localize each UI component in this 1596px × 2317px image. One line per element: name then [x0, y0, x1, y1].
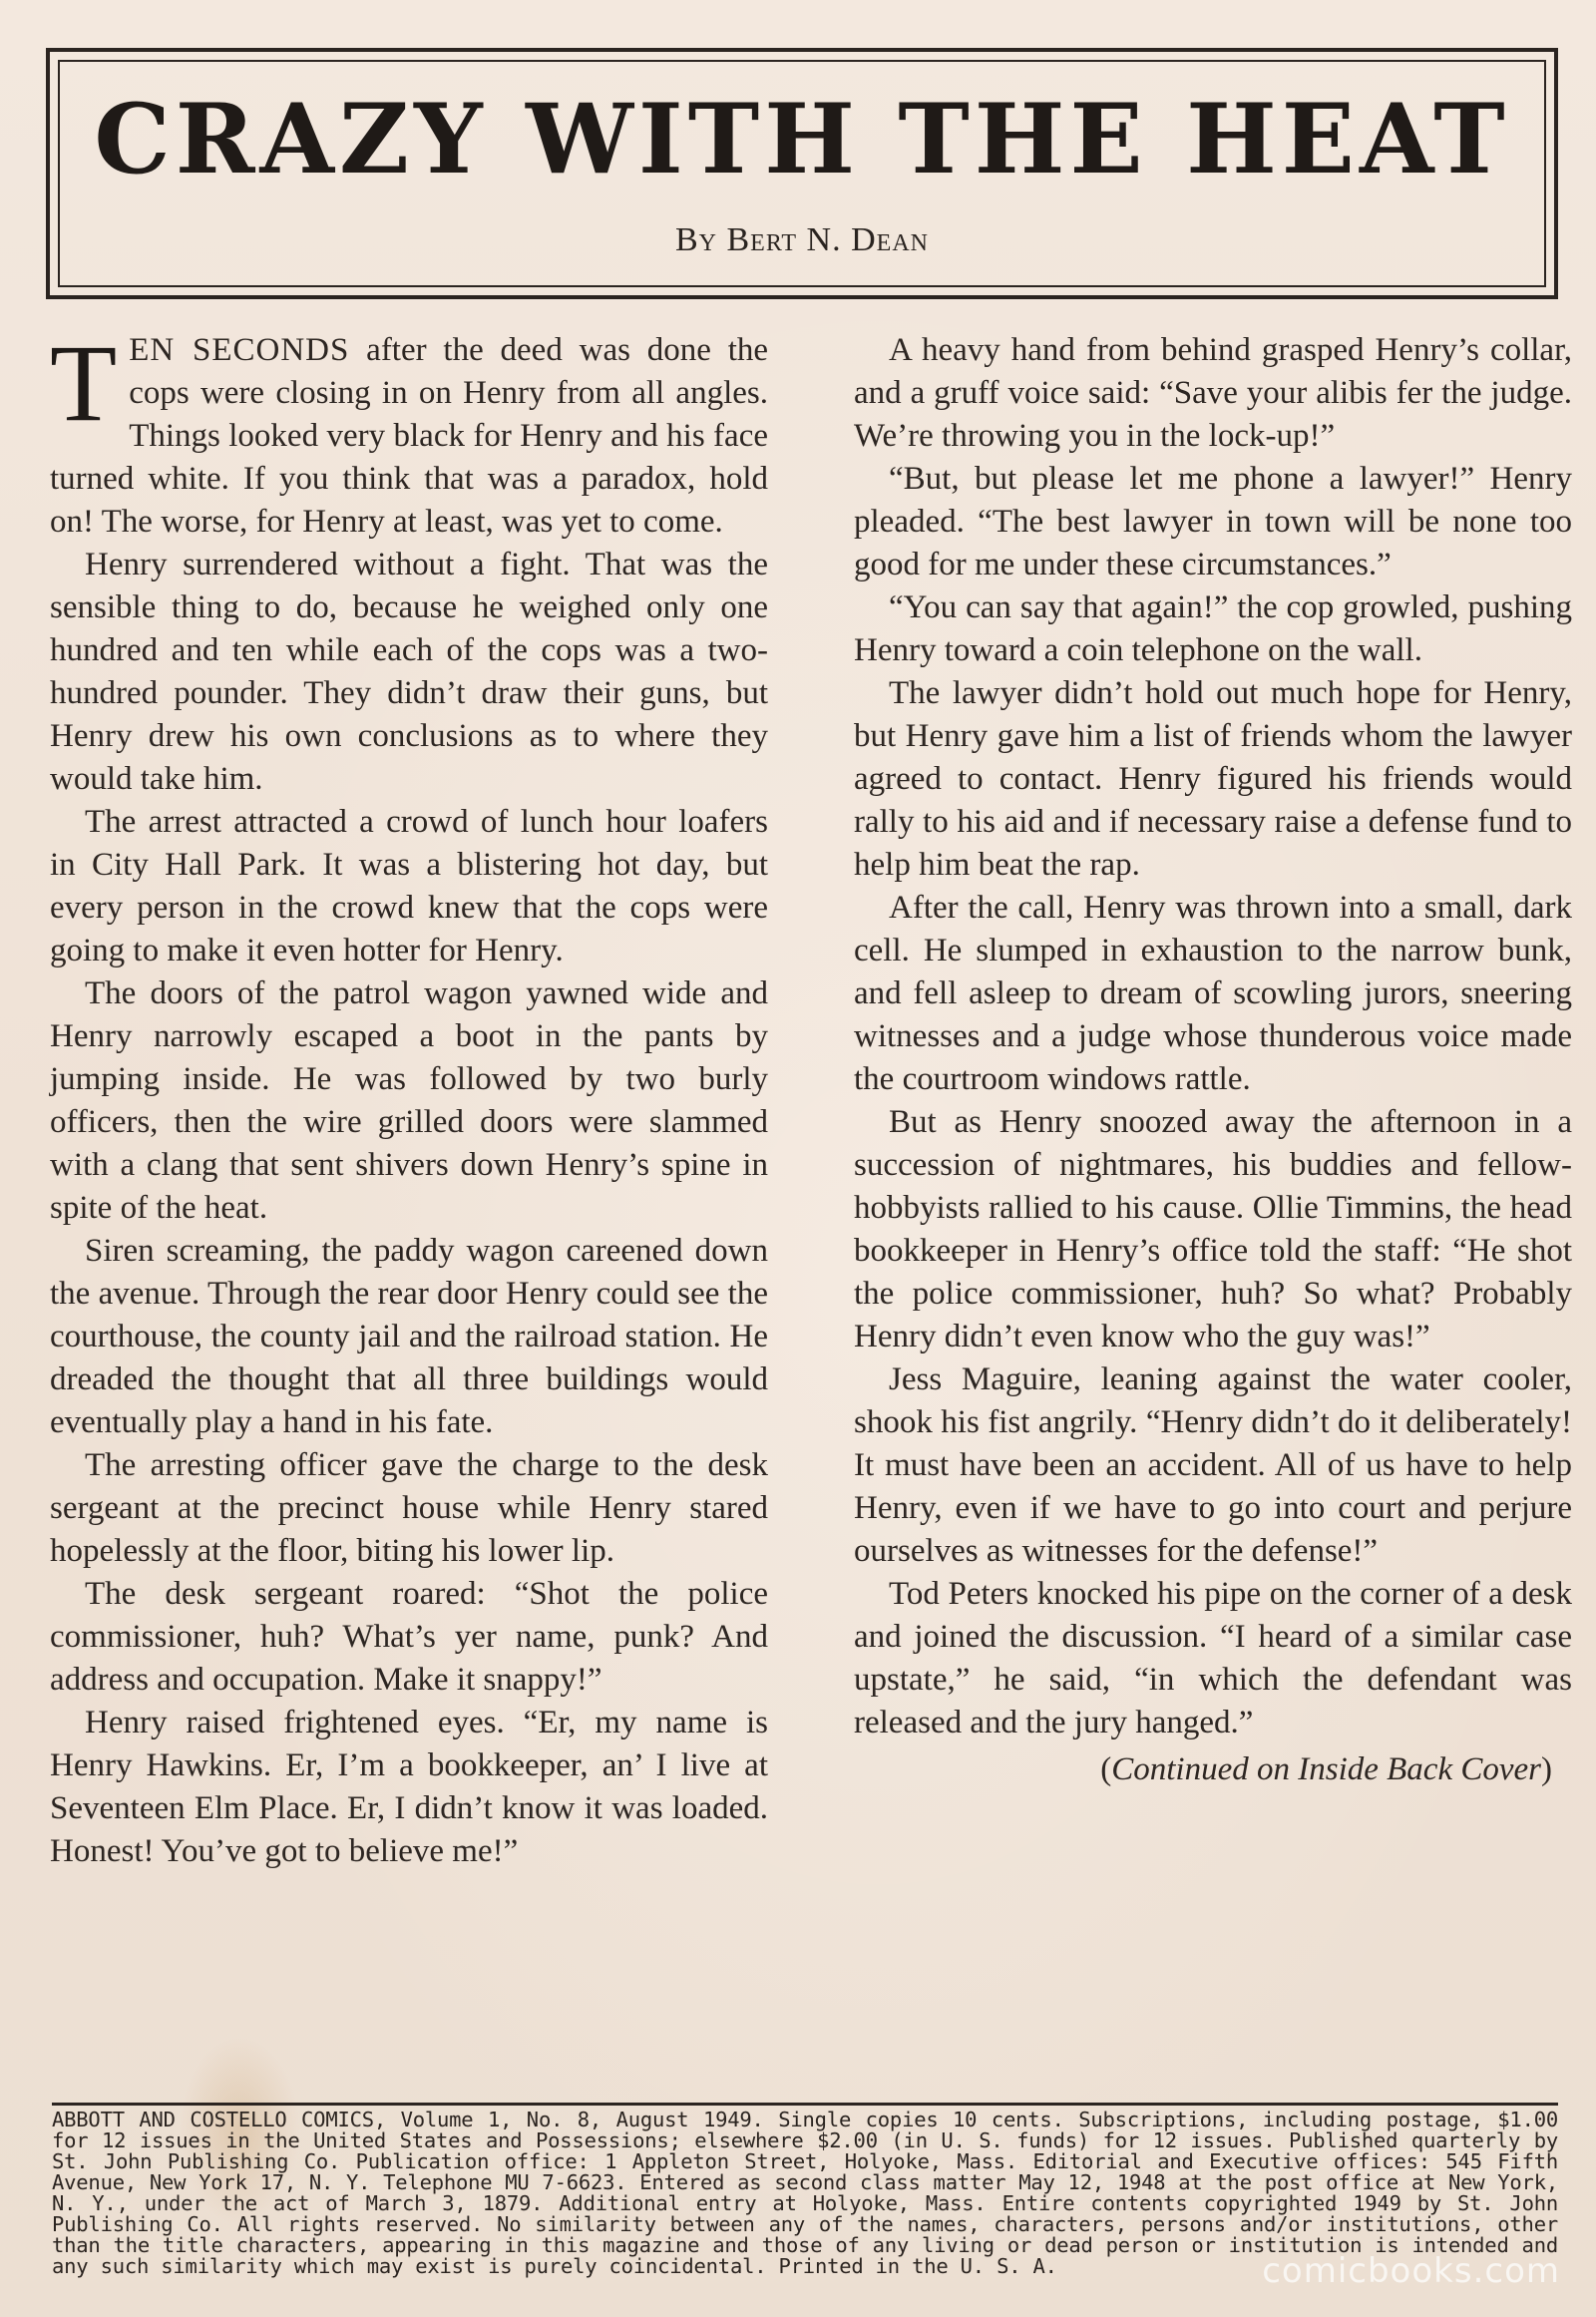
paragraph: Tod Peters knocked his pipe on the corner of a desk and joined the discussion. “I heard of a similar case upstate,” he said, “in which the defendant was released and the jury hanged.”	[854, 1576, 1572, 1740]
paragraph: The desk sergeant roared: “Shot the police commissioner, huh? What’s yer name, punk? And address and occupation. Make it snappy!”	[50, 1576, 768, 1698]
paragraph: “But, but please let me phone a lawyer!” Henry pleaded. “The best lawyer in town will be none too good for me under these circumstances.”	[854, 461, 1572, 582]
watermark: comicbooks.com	[1262, 2251, 1560, 2291]
opening-text: after the deed was done the cops were closing in on Henry from all angles. Things looked very black for Henry and his face turned white. If you think that was a paradox, hold on! The worse, for Henry at least, was yet to come.	[50, 332, 769, 540]
paragraph: A heavy hand from behind grasped Henry’s collar, and a gruff voice said: “Save your alibis fer the judge. We’re throwing you in the lock-up!”	[854, 332, 1572, 454]
paragraph: The lawyer didn’t hold out much hope for Henry, but Henry gave him a list of friends whom the lawyer agreed to contact. Henry figured his friends would rally to his aid and if necessary raise a defense fund to help him beat the rap.	[854, 675, 1572, 883]
paragraph: The doors of the patrol wagon yawned wide and Henry narrowly escaped a boot in the pants by jumping inside. He was followed by two burly officers, then the wire grilled doors were slammed with a clang that sent shivers down Henry’s spine in spite of the heat.	[50, 975, 768, 1226]
opening-paragraph	[50, 322, 769, 544]
paragraph: The arresting officer gave the charge to the desk sergeant at the precinct house while Henry stared hopelessly at the floor, biting his lower lip.	[50, 1447, 768, 1569]
left-column	[50, 322, 769, 1873]
paragraph: After the call, Henry was thrown into a small, dark cell. He slumped in exhaustion to the narrow bunk, and fell asleep to dream of scowling jurors, sneering witnesses and a judge whose thunderous voice made the courtroom windows rattle.	[854, 890, 1572, 1097]
paragraph: Henry raised frightened eyes. “Er, my name is Henry Hawkins. Er, I’m a bookkeeper, an’ I live at Seventeen Elm Place. Er, I didn’t know it was loaded. Honest! You’ve got to believe me!”	[50, 1705, 768, 1869]
open-paren: (	[1100, 1751, 1112, 1787]
byline: By Bert N. Dean	[674, 221, 929, 258]
title-frame	[46, 48, 1558, 299]
continued-note	[854, 1748, 1572, 1791]
paragraph: Siren screaming, the paddy wagon careened down the avenue. Through the rear door Henry could see the courthouse, the county jail and the railroad station. He dreaded the thought that all three buildings would eventually play a hand in his fate.	[50, 1233, 768, 1440]
story-title: CRAZY WITH THE HEAT	[94, 83, 1510, 195]
paragraph: Jess Maguire, leaning against the water cooler, shook his fist angrily. “Henry didn’t do it deliberately! It must have been an accident. All of us have to help Henry, even if we have to go into court and perjure ourselves as witnesses for the defense!”	[854, 1361, 1572, 1569]
opening-caps: EN SECONDS	[129, 332, 350, 368]
drop-cap: T	[50, 322, 118, 444]
publication-indicia: ABBOTT AND COSTELLO COMICS, Volume 1, No. 8, August 1949. Single copies 10 cents. Subscriptions, including postage, $1.00 for 12 issues in the United States and Possessions; elsewhere $2.00 (in U. S. funds) for 12 issues. Published quarterly by St. John Publishing Co. Publication office: 1 Appleton Street, Holyoke, Mass. Editorial and Executive offices: 545 Fifth Avenue, New York 17, N. Y. Telephone MU 7-6623. Entered as second class matter May 12, 1948 at the post office at New York, N. Y., under the act of March 3, 1879. Additional entry at Holyoke, Mass. Entire contents copyrighted 1949 by St. John Publishing Co. All rights reserved. No similarity between any of the names, characters, persons and/or institutions, other than the title characters, appearing in this magazine and those of any living or dead person or institution is intended and any such similarity which may exist is purely coincidental. Printed in the U. S. A.	[52, 2108, 1558, 2278]
close-paren: )	[1541, 1751, 1552, 1787]
paragraph: The arrest attracted a crowd of lunch hour loafers in City Hall Park. It was a blistering hot day, but every person in the crowd knew that the cops were going to make it even hotter for Henry.	[50, 804, 768, 968]
paragraph: Henry surrendered without a fight. That was the sensible thing to do, because he weighed only one hundred and ten while each of the cops was a two-hundred pounder. They didn’t draw their guns, but Henry drew his own conclusions as to where they would take him.	[50, 547, 768, 797]
paragraph: But as Henry snoozed away the afternoon in a succession of nightmares, his buddies and fellow-hobbyists rallied to his cause. Ollie Timmins, the head bookkeeper in Henry’s office told the staff: “He shot the police commissioner, huh? So what? Probably Henry didn’t even know who the guy was!”	[854, 1104, 1572, 1354]
paragraph: “You can say that again!” the cop growled, pushing Henry toward a coin telephone on the wall.	[854, 589, 1572, 668]
right-column	[854, 329, 1572, 1791]
continued-text: Continued on Inside Back Cover	[1111, 1751, 1541, 1787]
indicia-divider	[52, 2103, 1558, 2106]
